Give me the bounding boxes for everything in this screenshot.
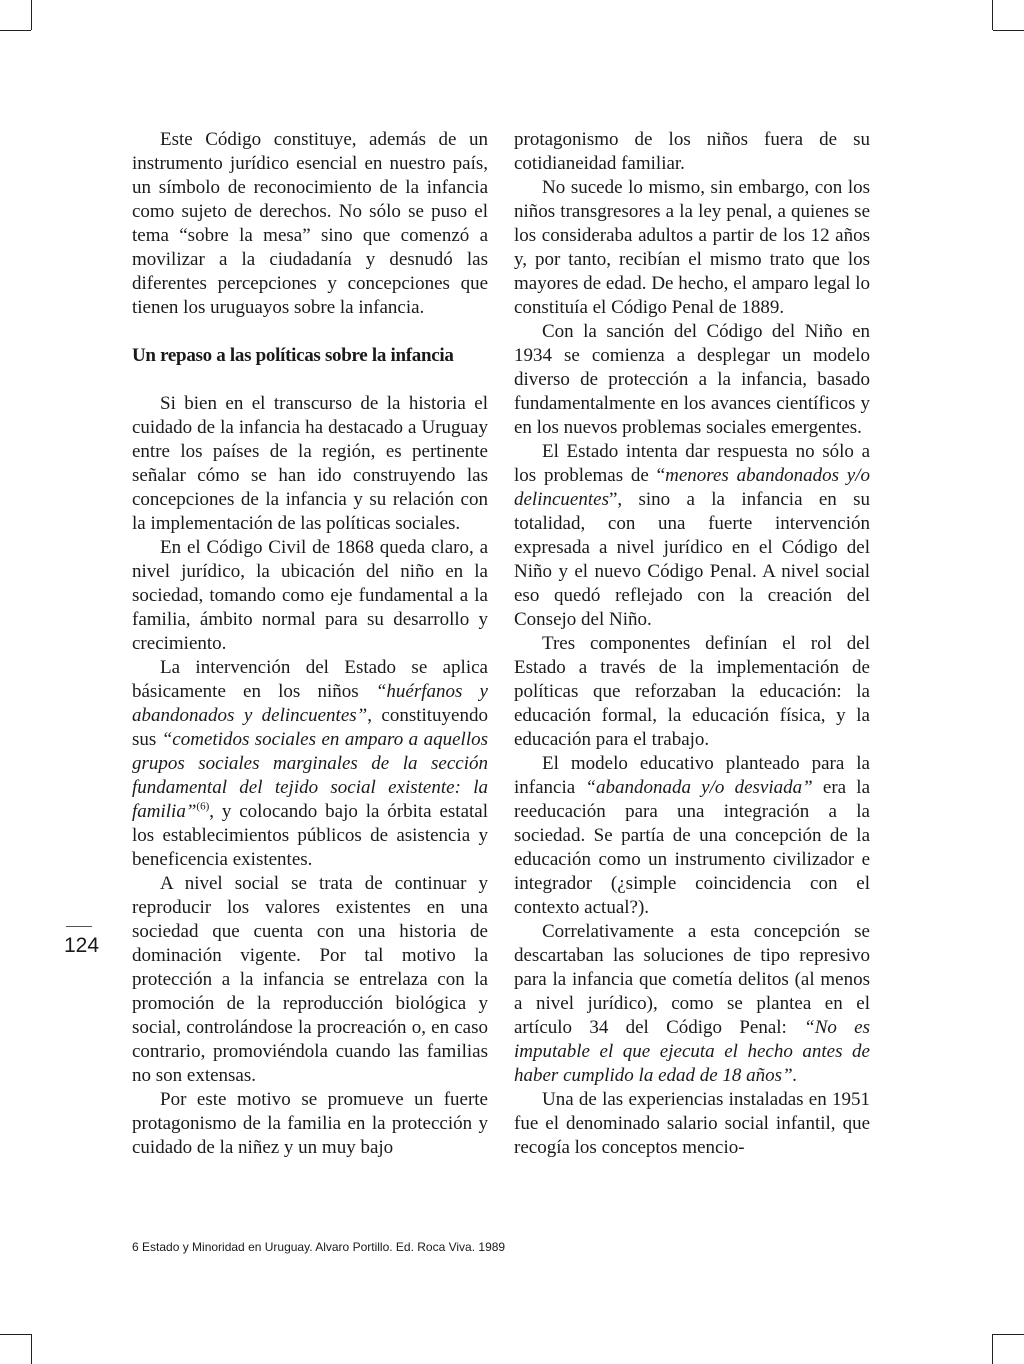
left-column [132,128,488,1160]
p4-text-a: La intervención del Estado se aplica básicamente en los niños [132,657,488,702]
crop-mark-bottom-right-vertical [992,1334,993,1364]
left-paragraph-5: A nivel social se trata de continuar y reproducir los valores existentes en una sociedad que cuenta con una historia de dominación vigente. Por tal motivo la protección a la infancia se entrelaza con la promoción de la reproducción biológica y social, controlándose la procreación o, en caso contrario, promoviéndola cuando las familias no son extensas. [132,873,488,1086]
crop-mark-top-right-vertical [992,0,993,30]
crop-mark-bottom-left-vertical [31,1334,32,1364]
crop-mark-top-left-horizontal [0,30,31,31]
section-heading: Un repaso a las políticas sobre la infancia [132,345,454,366]
p4-text-b: , constituyendo sus [132,705,488,750]
crop-mark-bottom-right-horizontal [993,1334,1024,1335]
rp6-text-a: Correlativamente a esta concepción se descartaban las soluciones de tipo represivo para la infancia que cometía delitos (al menos a nivel jurídico), como se plantea en el artículo 34 del Código Penal: [514,921,870,1038]
p4-text-c: , y colocando bajo la órbita estatal los establecimientos públicos de asistencia y beneficencia existentes. [132,801,488,870]
rp6-quote: “No es imputable el que ejecuta el hecho antes de haber cumplido la edad de 18 años”. [514,1017,870,1086]
right-paragraph-2: Con la sanción del Código del Niño en 1934 se comienza a desplegar un modelo diverso de protección a la infancia, basado fundamentalmente en los avances científicos y en los nuevos problemas sociales emergentes. [514,321,870,438]
p4-quote-2: “cometidos sociales en amparo a aquellos grupos sociales marginales de la sección fundamental del tejido social existente: la familia” [132,729,488,822]
crop-mark-bottom-left-horizontal [0,1334,31,1335]
right-paragraph-3 [514,440,870,632]
footnote-reference: (6) [196,800,210,813]
right-paragraph-4: Tres componentes definían el rol del Estado a través de la implementación de políticas que reforzaban la educación: la educación formal, la educación física, y la educación para el trabajo. [514,633,870,750]
p4-quote-1: “huérfanos y abandonados y delincuentes” [132,681,488,726]
rp3-quote: menores abandonados y/o delincuentes [514,465,870,510]
right-paragraph-6 [514,920,870,1088]
left-paragraph-2: Si bien en el transcurso de la historia el cuidado de la infancia ha destacado a Uruguay entre los países de la región, es pertinente señalar cómo se han ido construyendo las concepciones de la infancia y su relación con la implementación de las políticas sociales. [132,393,488,534]
page-number: 124 [64,934,100,957]
right-paragraph-5 [514,752,870,920]
crop-mark-top-right-horizontal [993,30,1024,31]
rp3-text-a: El Estado intenta dar respuesta no sólo a los problemas de “ [514,441,870,486]
left-paragraph-4 [132,656,488,872]
right-paragraph-1: No sucede lo mismo, sin embargo, con los niños transgresores a la ley penal, a quienes se los consideraba adultos a partir de los 12 años y, por tanto, recibían el mismo trato que los mayores de edad. De hecho, el amparo legal lo constituía el Código Penal de 1889. [514,177,870,318]
page-number-rule [66,926,92,927]
rp5-text-b: era la reeducación para una integración a la sociedad. Se partía de una concepción de la educación como un instrumento civilizador e integrador (¿simple coincidencia con el contexto actual?). [514,777,870,918]
right-column [514,128,870,1160]
left-paragraph-1: Este Código constituye, además de un instrumento jurídico esencial en nuestro país, un símbolo de reconocimiento de la infancia como sujeto de derechos. No sólo se puso el tema “sobre la mesa” sino que comenzó a movilizar a la ciudadanía y desnudó las diferentes percepciones y concepciones que tienen los uruguayos sobre la infancia. [132,129,488,318]
rp3-text-b: ”, sino a la infancia en su totalidad, con una fuerte intervención expresada a nivel jurídico en el Código del Niño y el nuevo Código Penal. A nivel social eso quedó reflejado con la creación del Consejo del Niño. [514,489,870,630]
left-paragraph-6: Por este motivo se promueve un fuerte protagonismo de la familia en la protección y cuidado de la niñez y un muy bajo [132,1089,488,1158]
crop-mark-top-left-vertical [31,0,32,30]
rp5-quote: “abandonada y/o desviada” [585,777,813,798]
left-paragraph-3: En el Código Civil de 1868 queda claro, a nivel jurídico, la ubicación del niño en la sociedad, tomando como eje fundamental a la familia, ámbito normal para su desarrollo y crecimiento. [132,537,488,654]
right-paragraph-0: protagonismo de los niños fuera de su cotidianeidad familiar. [514,129,870,174]
right-paragraph-7: Una de las experiencias instaladas en 1951 fue el denominado salario social infantil, que recogía los conceptos mencio- [514,1089,870,1158]
rp5-text-a: El modelo educativo planteado para la infancia [514,753,870,798]
footnote: 6 Estado y Minoridad en Uruguay. Alvaro Portillo. Ed. Roca Viva. 1989 [132,1240,506,1254]
